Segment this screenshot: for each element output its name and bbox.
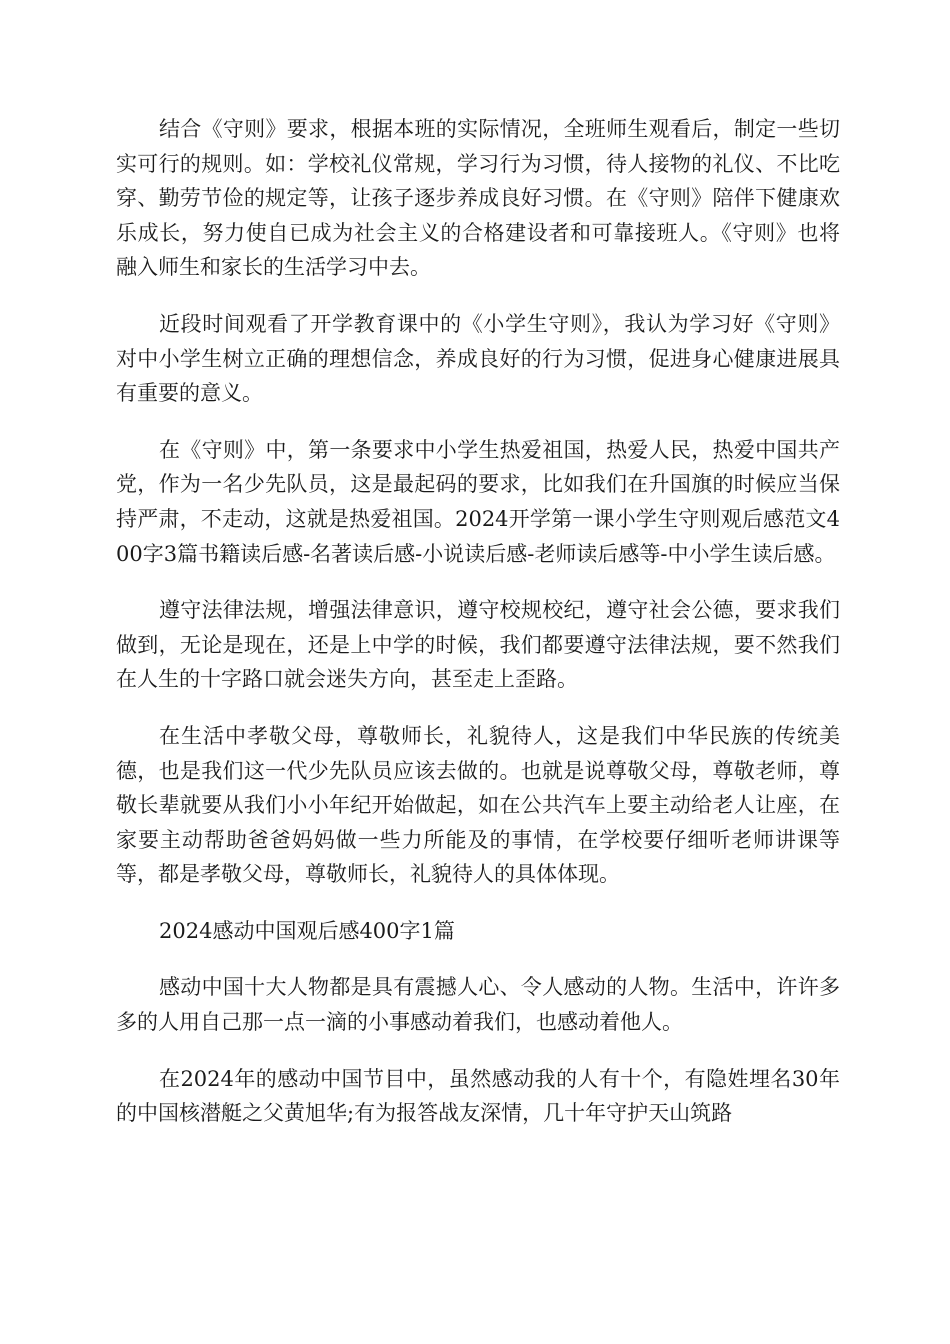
paragraph-1: 结合《守则》要求，根据本班的实际情况，全班师生观看后，制定一些切实可行的规则。如：学校礼仪常规，学习行为习惯，待人接物的礼仪、不比吃穿、勤劳节俭的规定等，让孩子逐步养成良好习惯。在《守则》陪伴下健康欢乐成长，努力使自已成为社会主义的合格建设者和可靠接班人。《守则》也将融入师生和家长的生活学习中去。 (116, 117, 840, 280)
document-body (116, 112, 840, 1153)
paragraph-2: 近段时间观看了开学教育课中的《小学生守则》，我认为学习好《守则》对中小学生树立正确的理想信念，养成良好的行为习惯，促进身心健康进展具有重要的意义。 (116, 311, 840, 406)
paragraph-4: 遵守法律法规，增强法律意识，遵守校规校纪，遵守社会公德，要求我们做到，无论是现在，还是上中学的时候，我们都要遵守法律法规，要不然我们在人生的十字路口就会迷失方向，甚至走上歪路。 (116, 598, 840, 692)
section-paragraph-2: 在2024年的感动中国节目中，虽然感动我的人有十个，有隐姓埋名30年的中国核潜艇之父黄旭华;有为报答战友深情，几十年守护天山筑路 (116, 1066, 840, 1126)
section-paragraph-1: 感动中国十大人物都是具有震撼人心、令人感动的人物。生活中，许许多多的人用自己那一点一滴的小事感动着我们，也感动着他人。 (116, 975, 840, 1035)
paragraph-3: 在《守则》中，第一条要求中小学生热爱祖国，热爱人民，热爱中国共产党，作为一名少先队员，这是最起码的要求，比如我们在升国旗的时候应当保持严肃，不走动，这就是热爱祖国。2024开学第一课小学生守则观后感范文400字3篇书籍读后感-名著读后感-小说读后感-老师读后感等-中小学生读后感。 (116, 437, 840, 566)
paragraph-5: 在生活中孝敬父母，尊敬师长，礼貌待人，这是我们中华民族的传统美德，也是我们这一代少先队员应该去做的。也就是说尊敬父母，尊敬老师，尊敬长辈就要从我们小小年纪开始做起，如在公共汽车上要主动给老人让座，在家要主动帮助爸爸妈妈做一些力所能及的事情，在学校要仔细听老师讲课等等，都是孝敬父母，尊敬师长，礼貌待人的具体体现。 (116, 723, 840, 887)
section-heading: 2024感动中国观后感400字1篇 (159, 918, 455, 943)
